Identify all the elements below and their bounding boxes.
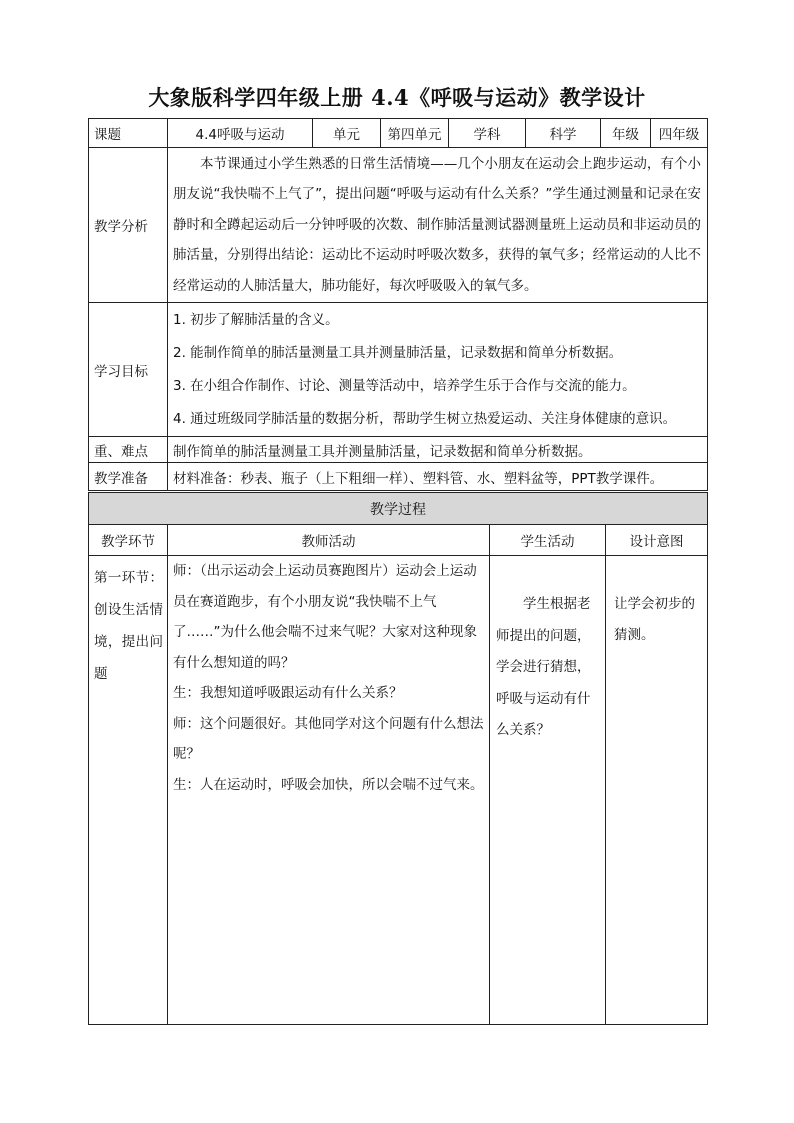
goal-item: 1. 初步了解肺活量的含义。 — [173, 311, 339, 328]
teacher-line: 师：这个问题很好。其他同学对这个问题有什么想法呢？ — [173, 715, 484, 762]
preparation-text: 材料准备：秒表、瓶子（上下粗细一样）、塑料管、水、塑料盆等，PPT教学课件。 — [168, 463, 708, 491]
col-student-header: 学生活动 — [490, 525, 606, 556]
process-heading: 教学过程 — [89, 493, 708, 525]
analysis-label: 教学分析 — [89, 148, 168, 303]
design-intent-cell — [606, 556, 708, 1025]
info-table — [88, 118, 708, 491]
key-points-text: 制作简单的肺活量测量工具并测量肺活量，记录数据和简单分析数据。 — [168, 437, 708, 463]
student-text: 学生根据老师提出的问题，学会进行猜想，呼吸与运动有什么关系？ — [496, 596, 591, 738]
stage-cell — [89, 556, 168, 1025]
subject-label: 学科 — [449, 119, 526, 148]
goal-item: 3. 在小组合作制作、讨论、测量等活动中，培养学生乐于合作与交流的能力。 — [173, 377, 636, 394]
process-table — [88, 492, 708, 1025]
student-activity-cell — [490, 556, 606, 1025]
goal-item: 4. 通过班级同学肺活量的数据分析，帮助学生树立热爱运动、关注身体健康的意识。 — [173, 410, 677, 427]
teacher-line: 生：人在运动时，呼吸会加快，所以会喘不过气来。 — [173, 776, 484, 793]
col-teacher-header: 教师活动 — [168, 525, 490, 556]
topic-label: 课题 — [89, 119, 168, 148]
col-intent-header: 设计意图 — [606, 525, 708, 556]
analysis-text: 本节课通过小学生熟悉的日常生活情境——几个小朋友在运动会上跑步运动，有个小朋友说“我快喘不上气了”，提出问题“呼吸与运动有什么关系？”学生通过测量和记录在安静时和全蹲起运动后一分钟呼吸的次数、制作肺活量测试器测量班上运动员和非运动员的肺活量，分别得出结论：运动比不运动时呼吸次数多，获得的氧气多；经常运动的人比不经常运动的人肺活量大，肺功能好，每次呼吸吸入的氧气多。 — [173, 155, 701, 294]
topic-value: 4.4呼吸与运动 — [168, 119, 313, 148]
teacher-line: 生：我想知道呼吸跟运动有什么关系？ — [173, 685, 403, 701]
grade-value: 四年级 — [651, 119, 708, 148]
stage-text: 第一环节：创设生活情境，提出问题 — [94, 570, 163, 682]
preparation-label: 教学准备 — [89, 463, 168, 491]
goal-item: 2. 能制作简单的肺活量测量工具并测量肺活量，记录数据和简单分析数据。 — [173, 344, 623, 361]
grade-label: 年级 — [601, 119, 651, 148]
unit-value: 第四单元 — [381, 119, 449, 148]
document-title: 大象版科学四年级上册 4.4《呼吸与运动》教学设计 — [148, 85, 646, 110]
goals-list — [168, 303, 708, 437]
teacher-line: 师：（出示运动会上运动员赛跑图片）运动会上运动员在赛道跑步，有个小朋友说“我快喘不上气了……”为什么他会喘不过来气呢？大家对这种现象有什么想知道的吗？ — [173, 563, 477, 671]
col-stage-header: 教学环节 — [89, 525, 168, 556]
analysis-cell — [168, 148, 708, 303]
unit-label: 单元 — [313, 119, 381, 148]
goals-label: 学习目标 — [89, 303, 168, 437]
intent-text: 让学会初步的猜测。 — [614, 596, 695, 643]
subject-value: 科学 — [526, 119, 601, 148]
teacher-activity-cell — [168, 556, 490, 1025]
key-points-label: 重、难点 — [89, 437, 168, 463]
